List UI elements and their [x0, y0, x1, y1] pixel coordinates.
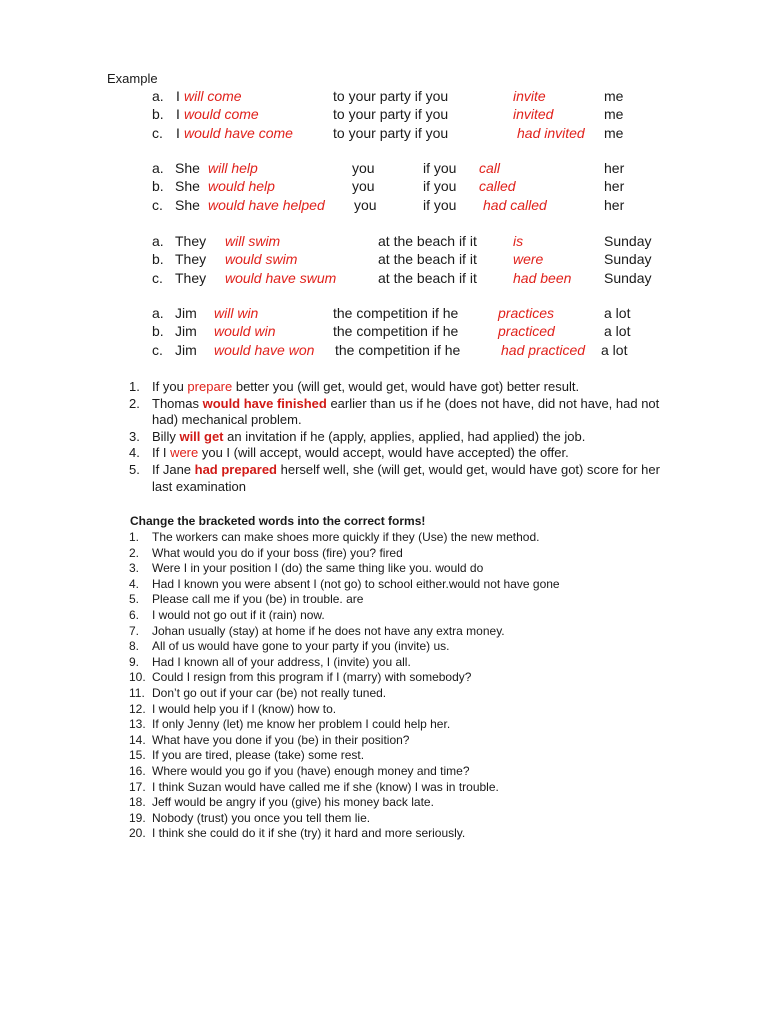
row-subject: She — [175, 178, 200, 195]
row-subject: They — [175, 269, 207, 286]
change-item-number: 16. — [129, 763, 146, 778]
change-item-number: 10. — [129, 670, 146, 685]
change-item-text: Please call me if you (be) in trouble. are — [152, 592, 364, 607]
row-letter: a. — [152, 88, 164, 104]
question-number: 1. — [129, 379, 140, 394]
example-row — [0, 270, 768, 288]
change-item — [129, 702, 689, 718]
example-row — [0, 197, 768, 215]
question-item — [129, 379, 669, 396]
change-item — [129, 748, 689, 764]
question-number: 3. — [129, 428, 140, 444]
row-mid: to your party if you — [333, 124, 449, 141]
row-letter: c. — [152, 341, 163, 358]
row-end: Sunday — [604, 269, 652, 286]
change-item — [129, 655, 689, 671]
question-text-post: better you (will get, would get, would have got) better result. — [232, 379, 580, 394]
example-title: Example — [107, 71, 158, 86]
example-group — [0, 88, 768, 143]
row-verb: would win — [214, 323, 276, 340]
change-item-number: 19. — [129, 810, 146, 825]
example-row — [0, 125, 768, 143]
change-item-number: 5. — [129, 592, 140, 607]
row-letter: b. — [152, 251, 164, 268]
row-subject: They — [175, 233, 207, 249]
row-condition: called — [479, 178, 516, 195]
change-item — [129, 561, 689, 577]
change-item — [129, 670, 689, 686]
question-highlight: will get — [179, 428, 224, 444]
row-end: her — [604, 196, 625, 213]
change-item — [129, 530, 689, 546]
row-end: me — [604, 106, 624, 123]
example-row — [0, 233, 768, 251]
change-item-text: Where would you go if you (have) enough money and time? — [152, 763, 470, 778]
example-row — [0, 323, 768, 341]
row-mid: at the beach if it — [378, 269, 477, 286]
question-highlight: were — [170, 445, 199, 461]
row-letter: c. — [152, 269, 163, 286]
example-group — [0, 160, 768, 215]
question-number: 4. — [129, 445, 140, 461]
row-subject: Jim — [175, 323, 197, 340]
row-mid2: if you — [423, 178, 457, 195]
change-item-number: 12. — [129, 701, 146, 716]
row-mid: the competition if he — [333, 323, 459, 340]
question-text-post: an invitation if he (apply, applies, applied, had applied) the job. — [223, 428, 586, 444]
question-text-post: you I (will accept, would accept, would have accepted) the offer. — [198, 445, 569, 461]
row-verb: would help — [208, 178, 275, 195]
row-end: a lot — [604, 305, 631, 321]
row-condition: practiced — [498, 323, 555, 340]
row-end: Sunday — [604, 251, 652, 268]
change-item-number: 15. — [129, 748, 146, 763]
change-item-text: If you are tired, please (take) some rest. — [152, 748, 365, 763]
row-mid: the competition if he — [335, 341, 461, 358]
change-item — [129, 795, 689, 811]
example-row — [0, 251, 768, 269]
row-letter: a. — [152, 160, 164, 176]
row-verb: will win — [214, 305, 259, 321]
question-text-pre: Thomas — [152, 395, 203, 411]
row-condition: had called — [483, 196, 547, 213]
row-letter: b. — [152, 106, 164, 123]
example-row — [0, 106, 768, 124]
change-item-number: 7. — [129, 623, 140, 638]
question-item — [129, 445, 669, 462]
question-item — [129, 462, 669, 495]
section-title: Change the bracketed words into the correct forms! — [130, 514, 426, 528]
row-condition: had been — [513, 269, 572, 286]
change-item — [129, 686, 689, 702]
change-item — [129, 733, 689, 749]
row-verb: would swim — [225, 251, 298, 268]
row-end: Sunday — [604, 233, 652, 249]
change-item — [129, 546, 689, 562]
question-text-post: earlier than us if he (does not have, did not have, had not had) mechanical problem. — [152, 395, 660, 428]
change-item-number: 1. — [129, 530, 140, 544]
row-mid2: if you — [423, 160, 457, 176]
row-mid: the competition if he — [333, 305, 459, 321]
row-verb: will help — [208, 160, 258, 176]
question-item — [129, 429, 669, 446]
change-item-number: 6. — [129, 607, 140, 622]
row-subject: They — [175, 251, 207, 268]
row-letter: c. — [152, 196, 163, 213]
question-text-pre: If Jane — [152, 461, 195, 477]
change-item-text: The workers can make shoes more quickly if they (Use) the new method. — [152, 530, 540, 544]
change-item-number: 8. — [129, 639, 140, 654]
row-verb: will swim — [225, 233, 281, 249]
row-mid: to your party if you — [333, 88, 449, 104]
question-text-pre: If I — [152, 445, 171, 461]
change-item-text: Jeff would be angry if you (give) his money back late. — [152, 795, 434, 810]
row-verb: would have come — [184, 124, 293, 141]
row-mid: at the beach if it — [378, 233, 477, 249]
question-highlight: prepare — [187, 379, 233, 394]
row-condition: had invited — [517, 124, 585, 141]
change-item — [129, 826, 689, 842]
change-item-text: Nobody (trust) you once you tell them lie. — [152, 810, 371, 825]
row-subject: I — [176, 124, 180, 141]
question-item — [129, 396, 669, 429]
row-letter: c. — [152, 124, 163, 141]
row-end: me — [604, 88, 624, 104]
question-number: 2. — [129, 395, 140, 411]
question-text-pre: Billy — [152, 428, 180, 444]
row-letter: a. — [152, 305, 164, 321]
change-item-text: I think Suzan would have called me if she (know) I was in trouble. — [152, 779, 499, 794]
change-item-number: 17. — [129, 779, 146, 794]
change-item — [129, 592, 689, 608]
row-condition: is — [513, 233, 524, 249]
change-item — [129, 624, 689, 640]
change-item-number: 13. — [129, 717, 146, 732]
example-group — [0, 305, 768, 360]
change-item — [129, 717, 689, 733]
change-item-text: If only Jenny (let) me know her problem I could help her. — [152, 717, 451, 732]
row-mid: at the beach if it — [378, 251, 477, 268]
change-item-number: 4. — [129, 576, 140, 591]
change-item-number: 9. — [129, 654, 140, 669]
row-mid: you — [352, 160, 375, 176]
row-letter: b. — [152, 323, 164, 340]
example-row — [0, 178, 768, 196]
change-item-number: 11. — [129, 685, 145, 700]
change-item-text: Had I known all of your address, I (invite) you all. — [152, 654, 411, 669]
change-item-text: What have you done if you (be) in their position? — [152, 732, 410, 747]
row-end: a lot — [601, 341, 628, 358]
row-verb: would have swum — [225, 269, 337, 286]
change-item-number: 14. — [129, 732, 146, 747]
row-letter: b. — [152, 178, 164, 195]
change-item — [129, 780, 689, 796]
row-subject: I — [176, 88, 180, 104]
row-condition: had practiced — [501, 341, 586, 358]
row-mid: you — [354, 196, 377, 213]
row-end: a lot — [604, 323, 631, 340]
question-highlight: had prepared — [194, 461, 277, 477]
change-item-text: I would not go out if it (rain) now. — [152, 607, 325, 622]
row-end: me — [604, 124, 624, 141]
question-text-pre: If you — [152, 379, 188, 394]
change-list — [129, 530, 689, 842]
change-item — [129, 811, 689, 827]
row-condition: were — [513, 251, 544, 268]
change-item-number: 3. — [129, 561, 140, 576]
row-mid: you — [352, 178, 375, 195]
change-item-number: 2. — [129, 545, 140, 560]
example-row — [0, 160, 768, 178]
change-item — [129, 608, 689, 624]
row-condition: practices — [498, 305, 555, 321]
change-item-text: What would you do if your boss (fire) you? fired — [152, 545, 403, 560]
change-item-text: I think she could do it if she (try) it hard and more seriously. — [152, 826, 466, 841]
question-text-post: herself well, she (will get, would get, would have got) score for her last examination — [152, 461, 660, 494]
example-row — [0, 342, 768, 360]
question-number: 5. — [129, 461, 140, 477]
row-mid: to your party if you — [333, 106, 449, 123]
example-row — [0, 305, 768, 323]
row-verb: would have helped — [208, 196, 325, 213]
example-row — [0, 88, 768, 106]
change-item — [129, 639, 689, 655]
change-item-text: All of us would have gone to your party if you (invite) us. — [152, 639, 450, 654]
row-subject: Jim — [175, 305, 197, 321]
row-end: her — [604, 178, 625, 195]
row-condition: call — [479, 160, 501, 176]
row-condition: invite — [513, 88, 546, 104]
row-subject: She — [175, 196, 200, 213]
change-item-text: Don’t go out if your car (be) not really tuned. — [152, 685, 387, 700]
change-item-text: Could I resign from this program if I (marry) with somebody? — [152, 670, 472, 685]
row-verb: would have won — [214, 341, 315, 358]
row-subject: Jim — [175, 341, 197, 358]
row-end: her — [604, 160, 625, 176]
row-condition: invited — [513, 106, 554, 123]
row-verb: will come — [184, 88, 242, 104]
row-subject: I — [176, 106, 180, 123]
change-item-text: Had I known you were absent I (not go) to school either.would not have gone — [152, 576, 560, 591]
question-highlight: would have finished — [202, 395, 327, 411]
example-group — [0, 233, 768, 288]
change-item-text: I would help you if I (know) how to. — [152, 701, 337, 716]
change-item-number: 20. — [129, 826, 146, 841]
change-item — [129, 577, 689, 593]
row-mid2: if you — [423, 196, 457, 213]
change-item-text: Johan usually (stay) at home if he does not have any extra money. — [152, 623, 505, 638]
row-letter: a. — [152, 233, 164, 249]
row-verb: would come — [184, 106, 259, 123]
change-item-number: 18. — [129, 795, 146, 810]
change-item — [129, 764, 689, 780]
question-list — [129, 379, 669, 495]
change-item-text: Were I in your position I (do) the same thing like you. would do — [152, 561, 484, 576]
row-subject: She — [175, 160, 200, 176]
